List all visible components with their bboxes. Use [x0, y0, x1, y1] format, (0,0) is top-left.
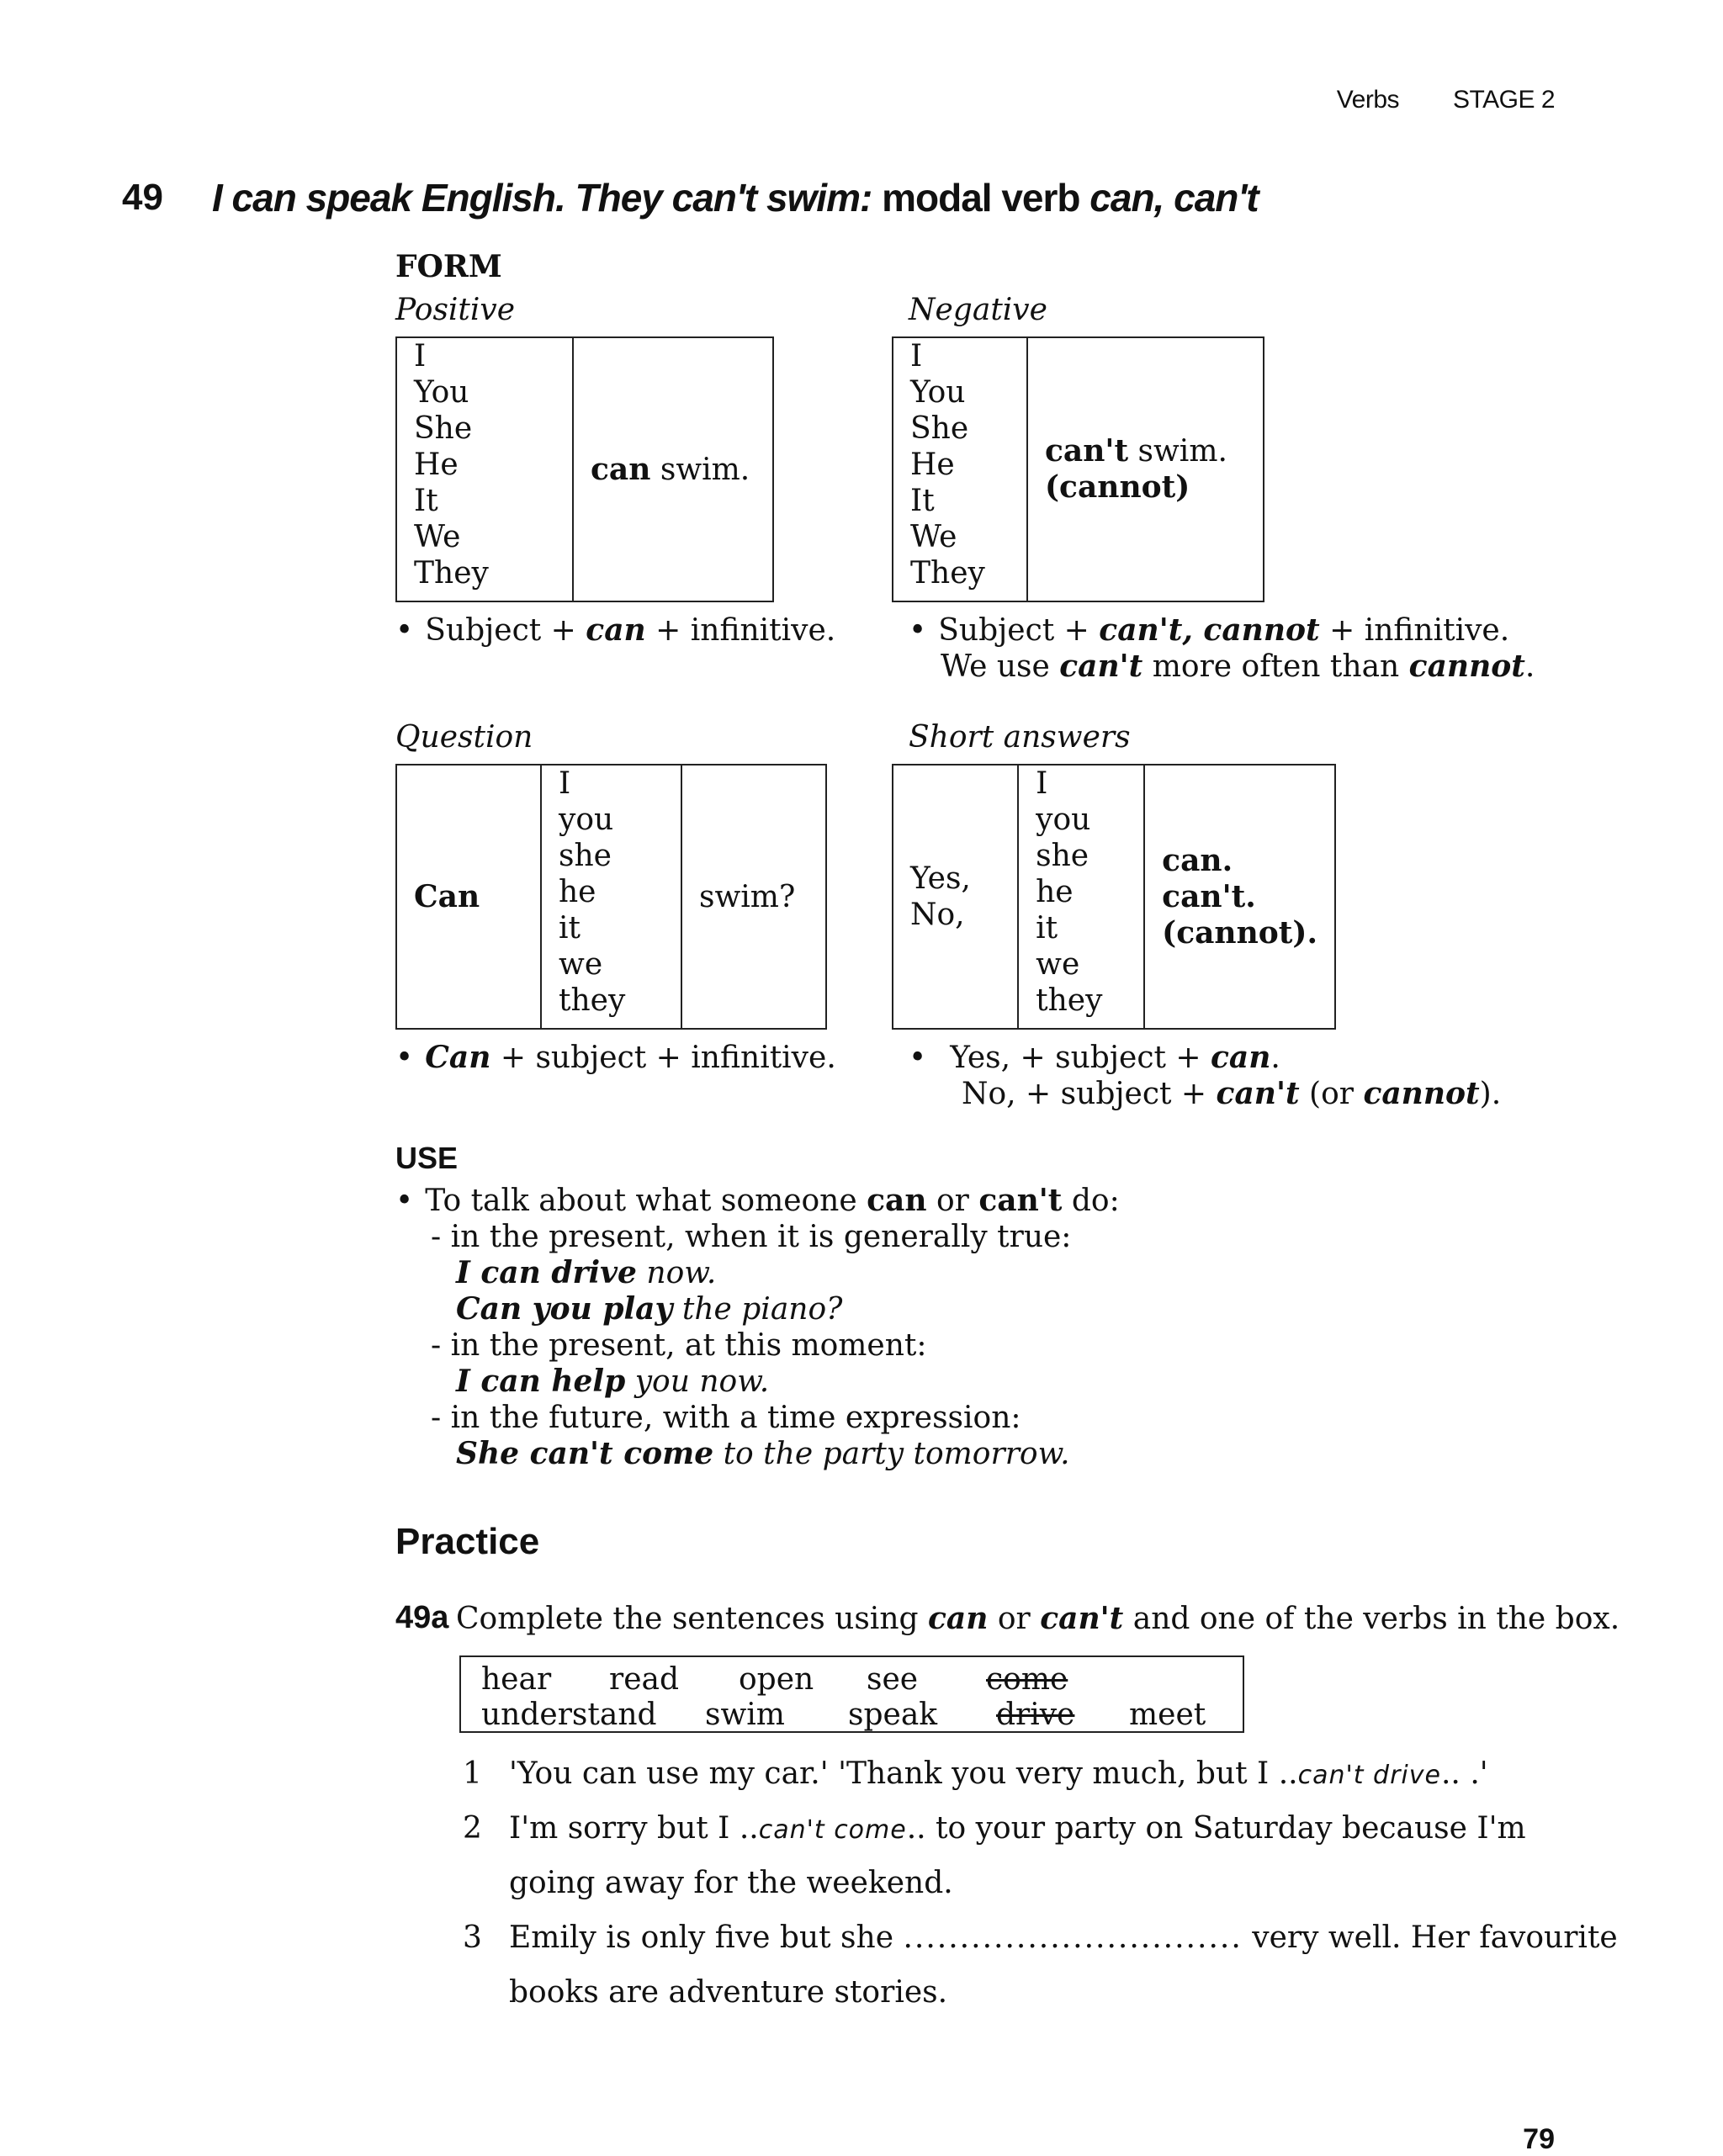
negative-table	[892, 336, 1264, 602]
use-example: I can help you now.	[456, 1364, 770, 1399]
sentence-number: 2	[463, 1811, 482, 1846]
practice-heading: Practice	[395, 1521, 540, 1562]
short-answers-verbs: can. can't. (cannot).	[1144, 765, 1335, 1029]
page-number: 79	[1523, 2123, 1555, 2155]
form-heading: FORM	[395, 249, 502, 284]
negative-subjects: I You She He It We They	[893, 337, 1027, 601]
title-text: modal verb	[872, 176, 1090, 220]
unit-number: 49	[122, 177, 163, 218]
use-item: - in the future, with a time expression:	[431, 1401, 1021, 1435]
section-name: Verbs	[1336, 86, 1400, 114]
use-heading: USE	[395, 1141, 459, 1175]
positive-subjects: I You She He It We They	[396, 337, 573, 601]
use-item: - in the present, when it is generally true:	[431, 1220, 1072, 1254]
verb-word: speak	[848, 1698, 938, 1732]
stage-label: STAGE 2	[1453, 86, 1555, 114]
use-intro: • To talk about what someone can or can't do:	[395, 1183, 1120, 1219]
negative-label: Negative	[909, 293, 1047, 327]
negative-note-2: We use can't more often than cannot.	[941, 649, 1535, 684]
question-table	[395, 764, 827, 1030]
positive-verb: can swim.	[573, 337, 773, 601]
use-list	[431, 1219, 1071, 1472]
answer-blank[interactable]: ..............................	[903, 1920, 1243, 1955]
exercise-instruction: Complete the sentences using can or can't and one of the verbs in the box.	[456, 1601, 1620, 1636]
sentence-3: Emily is only five but she .............................. very well. Her favourite	[509, 1920, 1618, 1955]
verb-word: swim	[705, 1698, 785, 1732]
sentence-2: I'm sorry but I ..can't come.. to your party on Saturday because I'm	[509, 1811, 1526, 1846]
short-answers-table	[892, 764, 1336, 1030]
sentence-number: 3	[463, 1920, 482, 1955]
filled-answer: can't come	[758, 1815, 907, 1845]
title-example: I can speak English. They can't swim:	[212, 176, 872, 220]
short-answers-yes-no: Yes, No,	[893, 765, 1018, 1029]
verb-word-used: come	[986, 1662, 1068, 1697]
question-modal: Can	[396, 765, 541, 1029]
title-keywords: can, can't	[1089, 176, 1259, 220]
question-label: Question	[395, 720, 533, 755]
filled-answer: can't drive	[1297, 1761, 1441, 1790]
use-item: - in the present, at this moment:	[431, 1328, 927, 1363]
positive-note: • Subject + can + infinitive.	[395, 612, 835, 649]
question-note: • Can + subject + infinitive.	[395, 1040, 836, 1076]
use-example: She can't come to the party tomorrow.	[456, 1436, 1070, 1471]
exercise-number: 49a	[395, 1600, 449, 1635]
use-example: I can drive now.	[456, 1255, 717, 1290]
running-header	[1283, 86, 1555, 114]
verb-word: see	[867, 1662, 919, 1697]
positive-label: Positive	[395, 293, 516, 327]
short-answers-label: Short answers	[909, 720, 1131, 755]
use-example: Can you play the piano?	[456, 1291, 843, 1327]
verb-word: meet	[1129, 1698, 1206, 1732]
short-answers-note-1: • Yes, + subject + can.	[909, 1040, 1280, 1076]
verb-word-used: drive	[996, 1698, 1075, 1732]
positive-table	[395, 336, 774, 602]
sentence-3-continued: books are adventure stories.	[509, 1975, 948, 2010]
verb-box	[459, 1655, 1244, 1733]
verb-word: hear	[481, 1662, 552, 1697]
unit-title	[212, 175, 1259, 220]
question-verb: swim?	[681, 765, 826, 1029]
short-answers-note-2: No, + subject + can't (or cannot).	[962, 1076, 1502, 1111]
negative-verb: can't swim. (cannot)	[1027, 337, 1264, 601]
verb-word: understand	[481, 1698, 657, 1732]
verb-word: read	[609, 1662, 680, 1697]
sentence-1: 'You can use my car.' 'Thank you very much, but I ..can't drive.. .'	[509, 1756, 1488, 1791]
verb-word: open	[739, 1662, 814, 1697]
question-subjects: I you she he it we they	[541, 765, 681, 1029]
sentence-2-continued: going away for the weekend.	[509, 1866, 953, 1900]
sentence-number: 1	[463, 1756, 482, 1791]
short-answers-subjects: I you she he it we they	[1018, 765, 1144, 1029]
negative-note-1: • Subject + can't, cannot + infinitive.	[909, 612, 1509, 649]
